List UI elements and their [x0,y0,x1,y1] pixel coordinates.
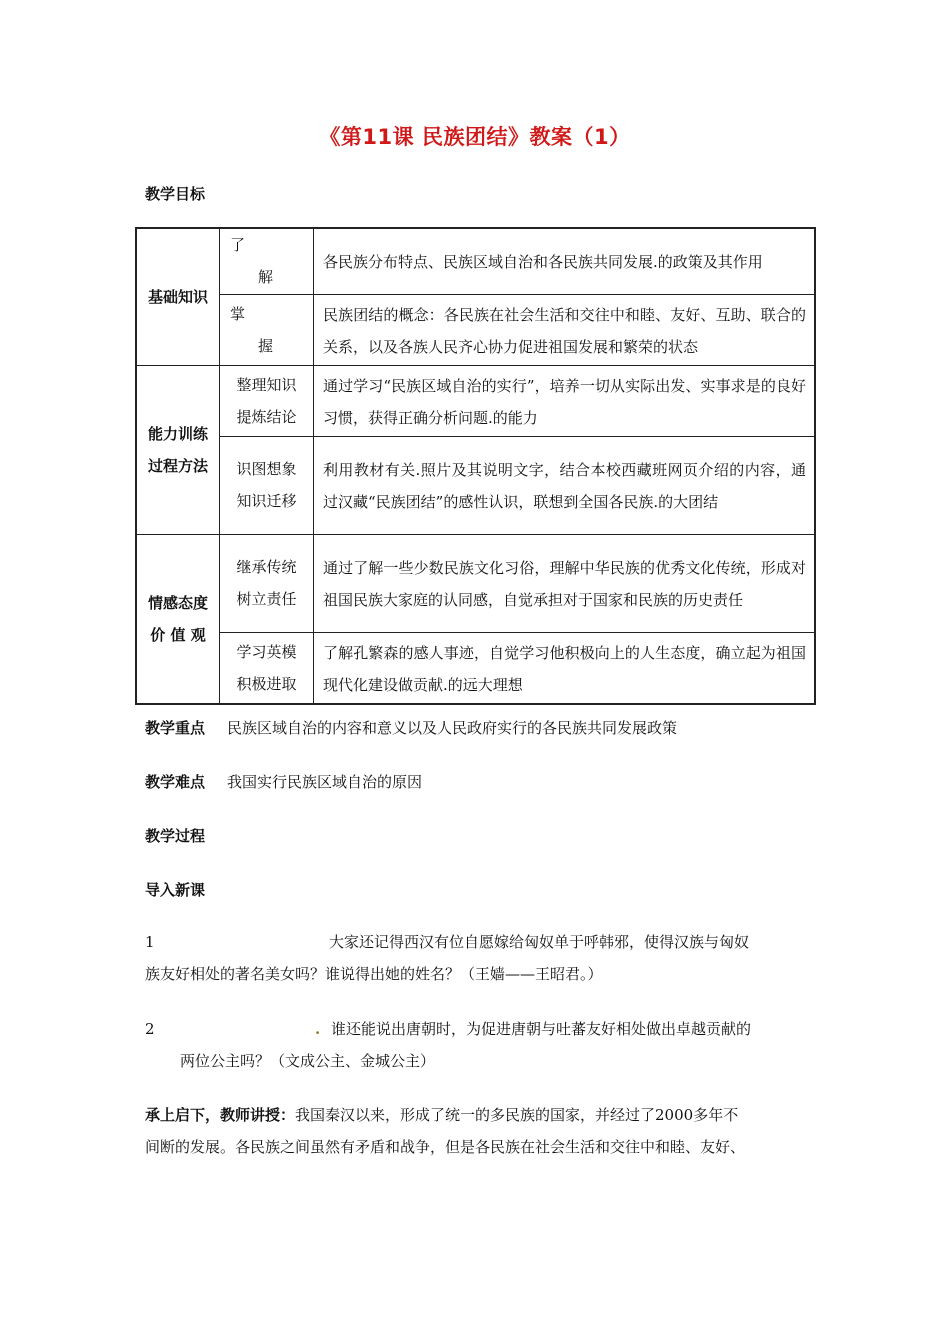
subcategory-cell [220,632,314,704]
subcategory-label: 识图想象 [236,460,297,478]
subcategory-label: 掌 [230,304,246,323]
subcategory-label: 了 [230,236,246,255]
description-cell: 利用教材有关.照片及其说明文字，结合本校西藏班网页介绍的内容，通过汉藏“民族团结”的感性认识，联想到全国各民族.的大团结 [314,436,816,534]
description-cell: 各民族分布特点、民族区域自治和各民族共同发展.的政策及其作用 [314,228,816,294]
category-cell [136,365,220,534]
process-heading: 教学过程 [145,827,206,845]
difficulty-text: 我国实行民族区域自治的原因 [227,773,423,791]
description-cell: 通过学习“民族区域自治的实行”，培养一切从实际出发、实事求是的良好习惯，获得正确分析问题.的能力 [314,365,816,436]
lecture-line: 我国秦汉以来，形成了统一的多民族的国家，并经过了2000多年不 [295,1106,739,1124]
key-point-text: 民族区域自治的内容和意义以及人民政府实行的各民族共同发展政策 [227,719,678,737]
description-cell: 通过了解一些少数民族文化习俗，理解中华民族的优秀文化传统，形成对祖国民族大家庭的认同感，自觉承担对于国家和民族的历史责任 [314,534,816,632]
question-line: 两位公主吗？（文成公主、金城公主） [180,1052,436,1070]
question-number: 1 [145,933,155,951]
category-cell [136,228,220,365]
difficulty-row [145,771,422,792]
intro-heading: 导入新课 [145,881,206,899]
category-label: 基础知识 [147,287,208,306]
category-label: 能力训练 [147,424,208,443]
subcategory-label: 树立责任 [236,590,297,608]
subcategory-cell [220,436,314,534]
subcategory-label: 握 [258,336,274,355]
question-line: 族友好相处的著名美女吗？谁说得出她的姓名？（王嫱——王昭君。） [145,965,603,983]
objectives-heading: 教学目标 [145,185,206,203]
subcategory-label: 积极进取 [236,674,297,693]
subcategory-cell [220,365,314,436]
subcategory-label: 解 [258,268,274,287]
key-point-row [145,717,677,738]
subcategory-label: 学习英模 [236,642,297,661]
subcategory-cell [220,534,314,632]
question-line: 谁还能说出唐朝时，为促进唐朝与吐蕃友好相处做出卓越贡献的 [331,1020,752,1038]
subcategory-label: 继承传统 [236,558,297,576]
subcategory-label: 知识迁移 [236,492,297,510]
lecture-line: 间断的发展。各民族之间虽然有矛盾和战争，但是各民族在社会生活和交往中和睦、友好、 [145,1138,746,1156]
objectives-table [135,227,816,705]
table-row [136,294,815,365]
subcategory-cell [220,294,314,365]
lecture-label: 承上启下，教师讲授： [145,1106,296,1124]
description-cell: 民族团结的概念：各民族在社会生活和交往中和睦、友好、互助、联合的关系，以及各族人民齐心协力促进祖国发展和繁荣的状态 [314,294,816,365]
table-row [136,436,815,534]
difficulty-label: 教学难点 [145,773,206,791]
question-number: 2 [145,1020,155,1038]
subcategory-label: 提炼结论 [236,407,297,426]
question-dot: . [315,1020,321,1038]
category-label: 情感态度 [147,593,208,612]
subcategory-label: 整理知识 [236,375,297,394]
subcategory-cell [220,228,314,294]
key-point-label: 教学重点 [145,719,206,737]
table-row [136,228,815,294]
question-line: 大家还记得西汉有位自愿嫁给匈奴单于呼韩邪，使得汉族与匈奴 [329,933,750,951]
lecture-paragraph [145,1099,738,1131]
table-row [136,534,815,632]
page-title: 《第11课 民族团结》教案（1） [319,125,631,149]
description-cell: 了解孔繁森的感人事迹，自觉学习他积极向上的人生态度，确立起为祖国现代化建设做贡献.的远大理想 [314,632,816,704]
category-cell [136,534,220,704]
table-row [136,365,815,436]
category-label: 过程方法 [147,456,208,475]
table-row [136,632,815,704]
category-label: 价 值 观 [150,625,206,644]
